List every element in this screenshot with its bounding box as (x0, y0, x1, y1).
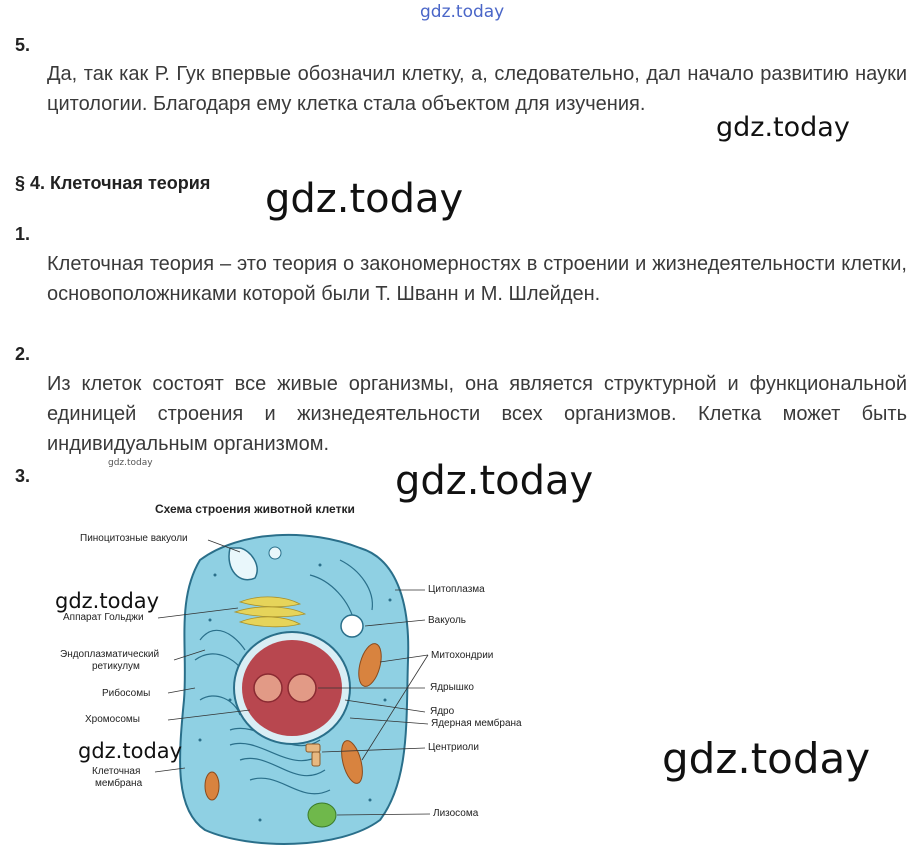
watermark: gdz.today (265, 176, 464, 222)
label-membrane-line1: Клеточная (92, 766, 141, 777)
watermark: gdz.today (395, 458, 594, 504)
answer-number-5: 5. (15, 35, 31, 55)
vacuole (341, 615, 363, 637)
watermark: gdz.today (716, 112, 850, 143)
label-er-line1: Эндоплазматический (60, 649, 160, 660)
watermark: gdz.today (78, 739, 183, 763)
label-centrioles: Центриоли (428, 742, 479, 753)
golgi-apparatus (235, 597, 305, 627)
answer-text-2: Из клеток состоят все живые организмы, она является структурной и функциональной единицей строения и жизнедеятельности всех организмов. Клетка может быть индивидуальным организмом. (47, 373, 907, 455)
answer-text-5: Да, так как Р. Гук впервые обозначил клетку, а, следовательно, дал начало развитию науки цитологии. Благодаря ему клетка стала объектом для изучения. (47, 63, 907, 115)
label-golgi: Аппарат Гольджи (63, 612, 144, 623)
answer-number-3: 3. (15, 466, 31, 486)
label-nucleolus: Ядрышко (430, 682, 474, 693)
nucleolus (254, 674, 282, 702)
label-er-line2: ретикулум (92, 661, 140, 672)
label-cytoplasm: Цитоплазма (428, 584, 485, 595)
answer-text-1: Клеточная теория – это теория о закономерностях в строении и жизнедеятельности клетки, основоположниками которой были Т. Шванн и М. Шлейден. (47, 253, 907, 305)
label-ribosomes: Рибосомы (102, 688, 151, 699)
watermark: gdz.today (662, 734, 871, 783)
answer-number-2: 2. (15, 344, 31, 364)
diagram-title: Схема строения животной клетки (155, 502, 355, 516)
label-membrane-line2: мембрана (95, 778, 143, 789)
watermark: gdz.today (55, 589, 160, 613)
label-lysosome: Лизосома (433, 808, 479, 819)
label-vacuole: Вакуоль (428, 615, 466, 626)
label-pinocytic-vacuoles: Пиноцитозные вакуоли (80, 533, 188, 544)
label-chromosomes: Хромосомы (85, 714, 140, 725)
lysosome (308, 803, 336, 827)
label-nuclear-membrane: Ядерная мембрана (431, 718, 522, 729)
pinocytic-vacuole-small (269, 547, 281, 559)
watermark-small: gdz.today (108, 458, 153, 468)
nucleolus (288, 674, 316, 702)
label-nucleus: Ядро (430, 706, 455, 717)
answer-number-1: 1. (15, 224, 31, 244)
watermark-top: gdz.today (420, 2, 505, 22)
label-mitochondria: Митохондрии (431, 650, 494, 661)
section-heading: § 4. Клеточная теория (15, 173, 211, 193)
